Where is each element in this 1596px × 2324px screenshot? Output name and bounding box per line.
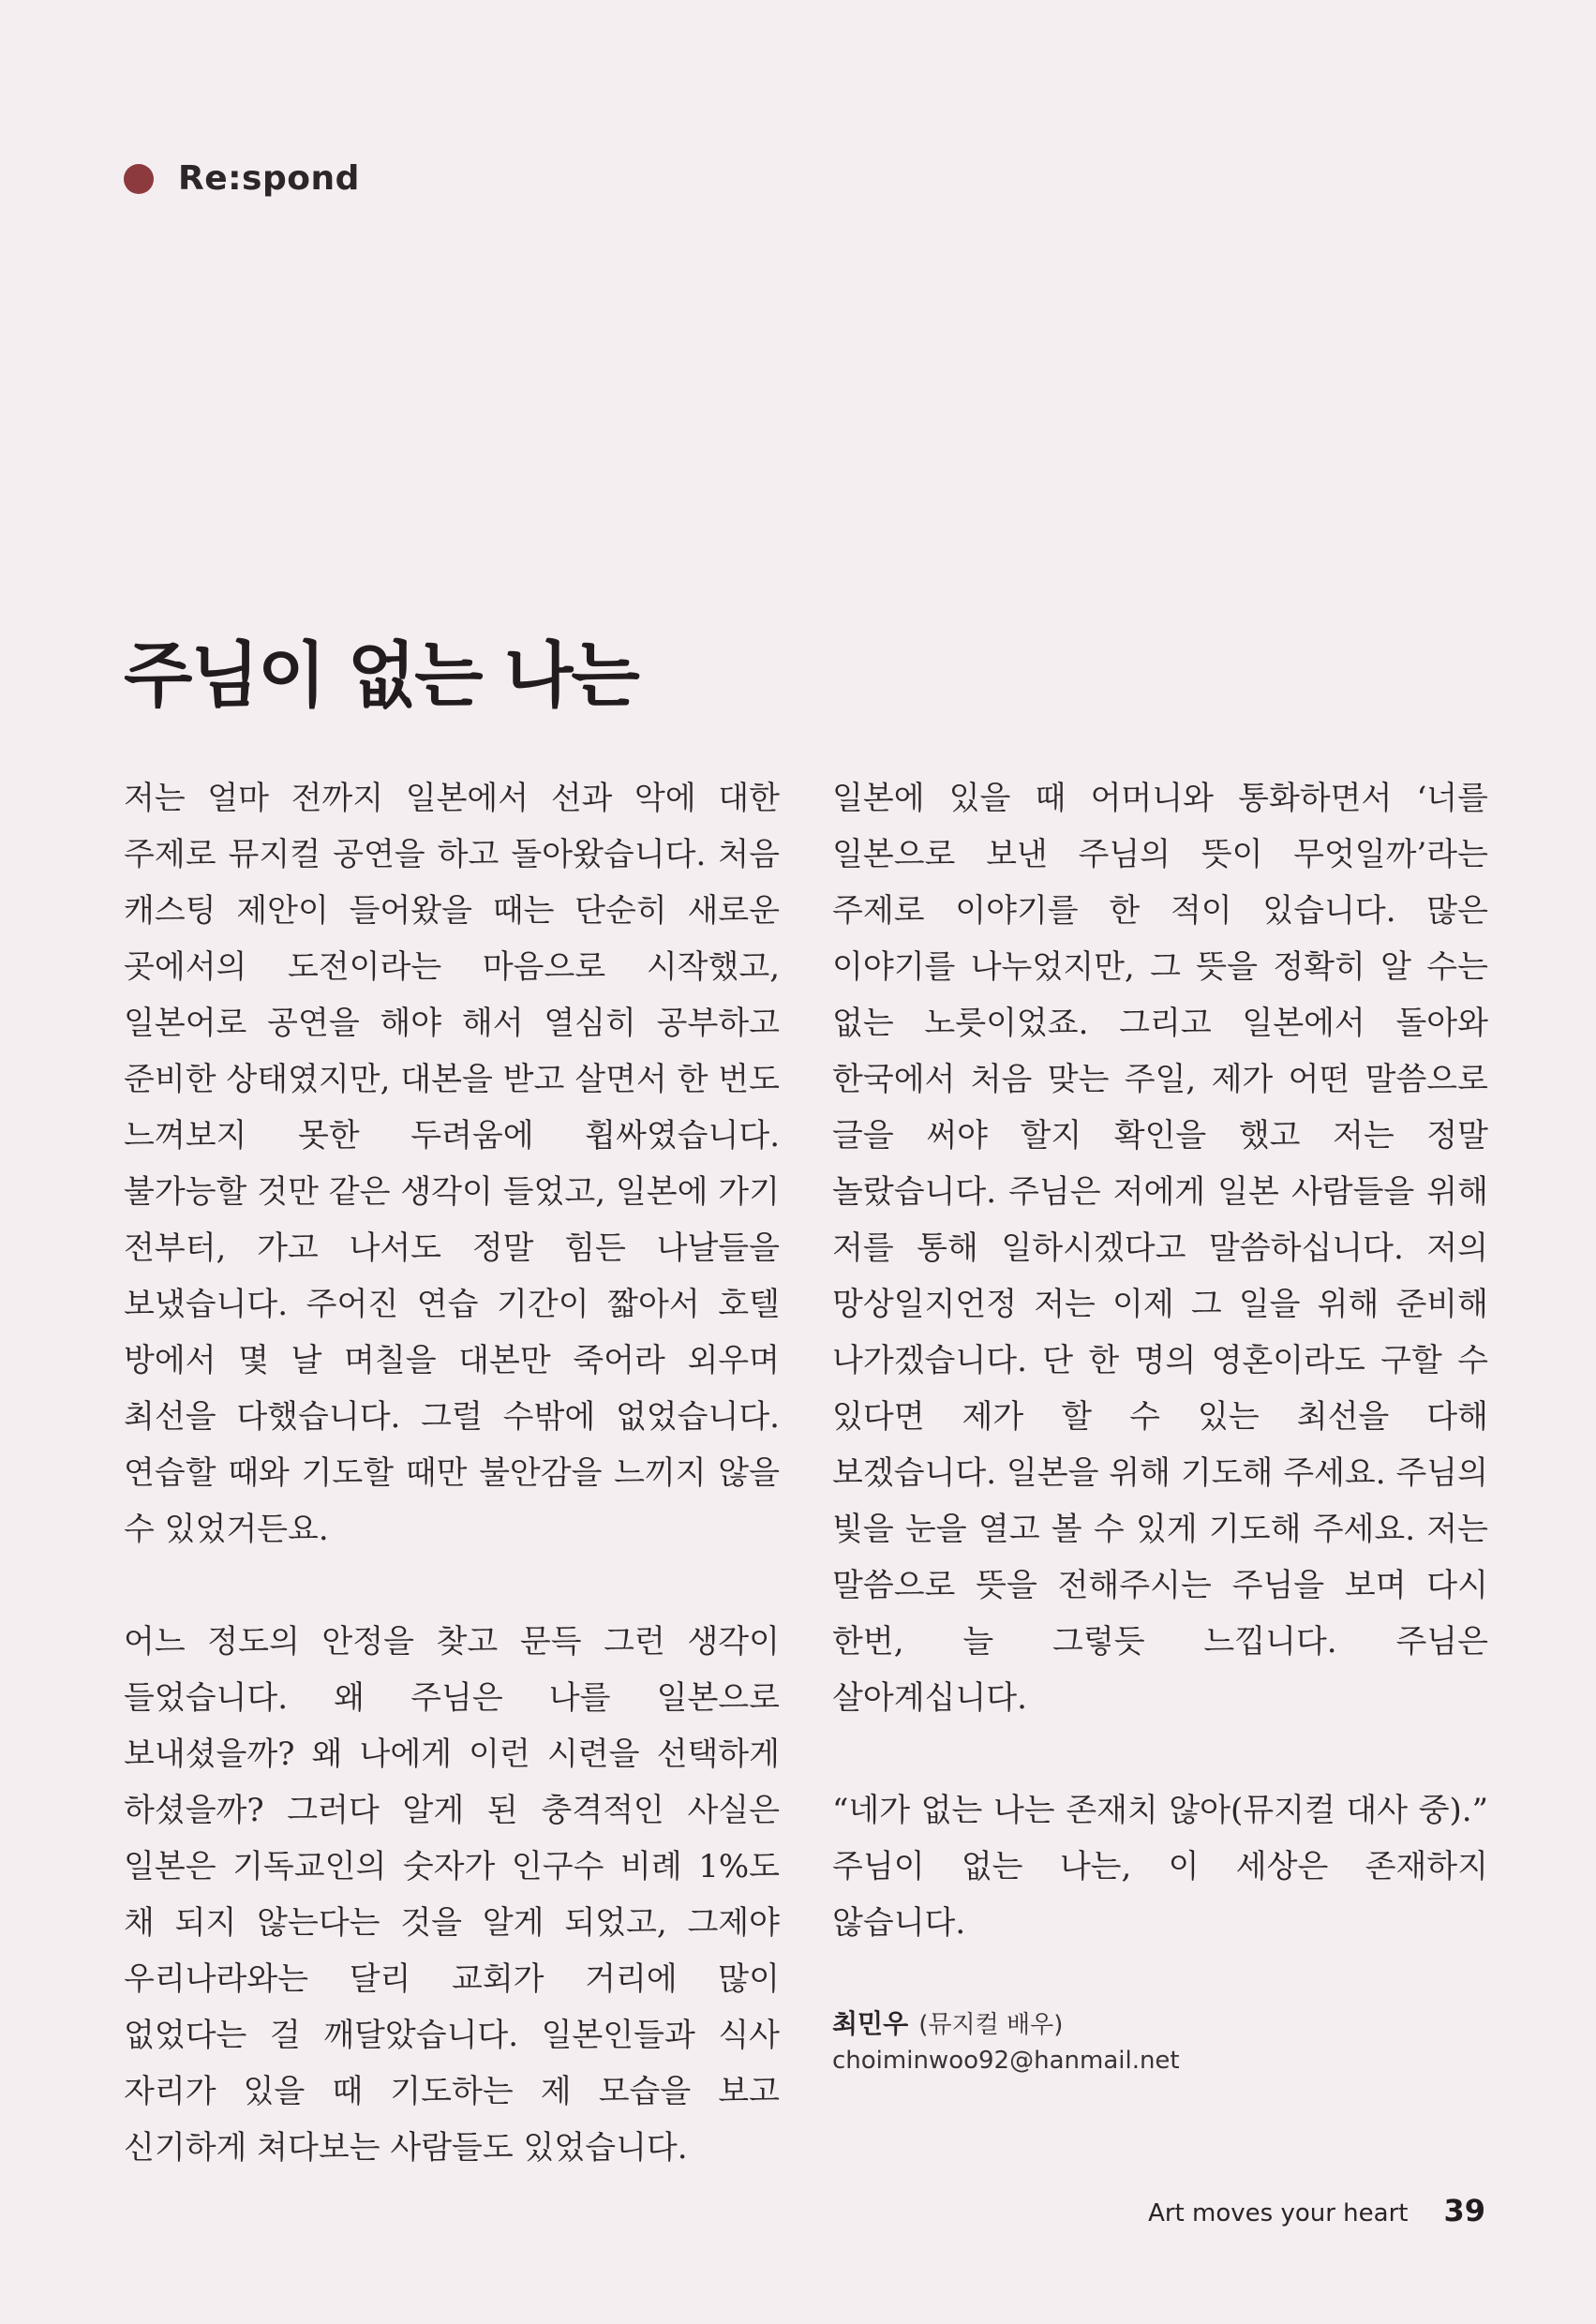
left-paragraph-1: 저는 얼마 전까지 일본에서 선과 악에 대한 주제로 뮤지컬 공연을 하고 돌아왔습니다. 처음 캐스팅 제안이 들어왔을 때는 단순히 새로운 곳에서의 도전이라는 마음으로 시작했고, 일본어로 공연을 해야 해서 열심히 공부하고 준비한 상태였지만, 대본을 받고 살면서 한 번도 느껴보지 못한 두려움에 휩싸였습니다. 불가능할 것만 같은 생각이 들었고, 일본에 가기 전부터, 가고 나서도 정말 힘든 나날들을 보냈습니다. 주어진 연습 기간이 짧아서 호텔 방에서 몇 날 며칠을 대본만 죽어라 외우며 최선을 다했습니다. 그럴 수밖에 없었습니다. 연습할 때와 기도할 때만 불안감을 느끼지 않을 수 있었거든요. — [124, 780, 780, 1548]
section-label — [124, 159, 360, 198]
author-email: choiminwoo92@hanmail.net — [832, 2047, 1180, 2075]
author-name: 최민우 — [832, 2008, 909, 2039]
author-role: (뮤지컬 배우) — [918, 2011, 1064, 2039]
section-bullet-icon — [124, 164, 154, 194]
right-column — [832, 770, 1488, 2075]
left-column — [124, 770, 780, 2176]
article-title: 주님이 없는 나는 — [124, 633, 638, 717]
footer-tagline: Art moves your heart — [1148, 2199, 1409, 2227]
right-paragraph-1: 일본에 있을 때 어머니와 통화하면서 ‘너를 일본으로 보낸 주님의 뜻이 무엇일까’라는 주제로 이야기를 한 적이 있습니다. 많은 이야기를 나누었지만, 그 뜻을 정확히 알 수는 없는 노릇이었죠. 그리고 일본에서 돌아와 한국에서 처음 맞는 주일, 제가 어떤 말씀으로 글을 써야 할지 확인을 했고 저는 정말 놀랐습니다. 주님은 저에게 일본 사람들을 위해 저를 통해 일하시겠다고 말씀하십니다. 저의 망상일지언정 저는 이제 그 일을 위해 준비해 나가겠습니다. 단 한 명의 영혼이라도 구할 수 있다면 제가 할 수 있는 최선을 다해 보겠습니다. 일본을 위해 기도해 주세요. 주님의 빛을 눈을 열고 볼 수 있게 기도해 주세요. 저는 말씀으로 뜻을 전해주시는 주님을 보며 다시 한번, 늘 그렇듯 느낍니다. 주님은 살아계십니다. — [832, 780, 1488, 1717]
left-paragraph-2: 어느 정도의 안정을 찾고 문득 그런 생각이 들었습니다. 왜 주님은 나를 일본으로 보내셨을까? 왜 나에게 이런 시련을 선택하게 하셨을까? 그러다 알게 된 충격적인 사실은 일본은 기독교인의 숫자가 인구수 비례 1%도 채 되지 않는다는 것을 알게 되었고, 그제야 우리나라와는 달리 교회가 거리에 많이 없었다는 걸 깨달았습니다. 일본인들과 식사 자리가 있을 때 기도하는 제 모습을 보고 신기하게 쳐다보는 사람들도 있었습니다. — [124, 1623, 780, 2167]
right-paragraph-2: “네가 없는 나는 존재치 않아(뮤지컬 대사 중).” 주님이 없는 나는, 이 세상은 존재하지 않습니다. — [832, 1792, 1488, 1942]
page-footer — [1148, 2193, 1485, 2228]
author-block — [832, 2004, 1488, 2075]
section-label-text: Re:spond — [178, 159, 360, 198]
page-number: 39 — [1443, 2193, 1485, 2228]
